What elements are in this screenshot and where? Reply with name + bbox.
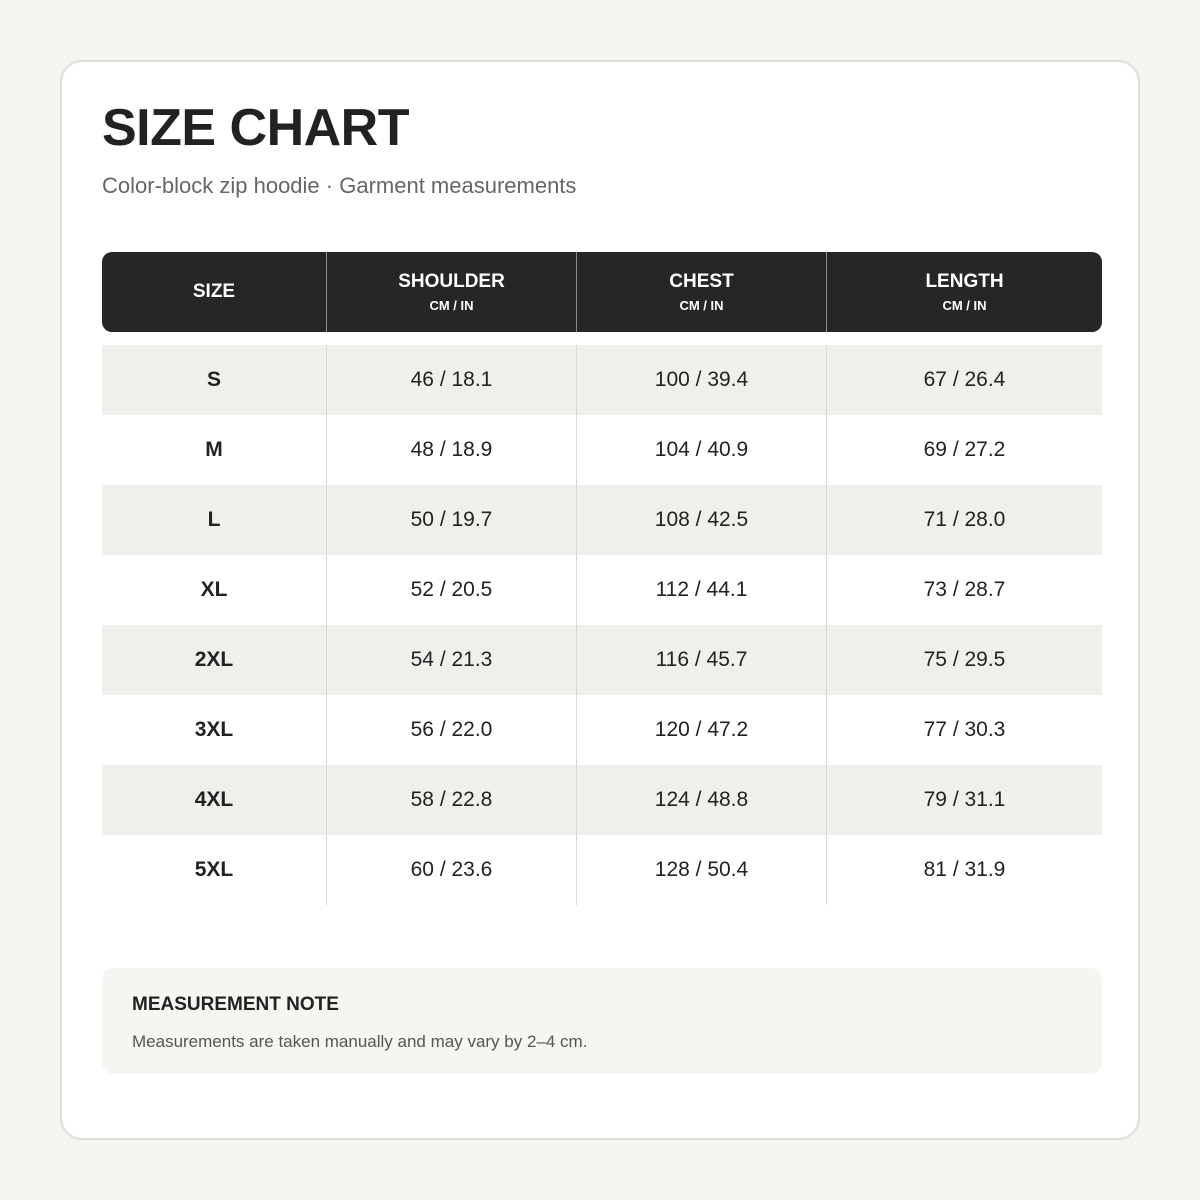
- shoulder-cell: 58 / 22.8: [326, 765, 576, 835]
- column-label: CHEST: [669, 271, 734, 292]
- chest-cell: 120 / 47.2: [576, 695, 826, 765]
- column-header-shoulder: [326, 252, 576, 332]
- size-cell: 4XL: [194, 788, 234, 811]
- page-title: SIZE CHART: [102, 99, 409, 157]
- column-unit: CM / IN: [679, 298, 724, 313]
- column-header-chest: [576, 252, 826, 332]
- note-text: Measurements are taken manually and may vary by 2–4 cm.: [132, 1032, 588, 1051]
- table-row: [102, 765, 1102, 835]
- length-cell: 79 / 31.1: [826, 765, 1102, 835]
- page-subtitle: Color-block zip hoodie · Garment measurements: [102, 173, 577, 198]
- length-cell: 77 / 30.3: [826, 695, 1102, 765]
- length-cell: 75 / 29.5: [826, 625, 1102, 695]
- chest-cell: 108 / 42.5: [576, 485, 826, 555]
- size-cell: 3XL: [194, 718, 234, 741]
- size-cell: 5XL: [194, 858, 234, 881]
- column-header-size: [102, 252, 326, 332]
- shoulder-cell: 56 / 22.0: [326, 695, 576, 765]
- length-cell: 67 / 26.4: [826, 345, 1102, 415]
- measurement-note: [102, 968, 1102, 1074]
- table-row: [102, 695, 1102, 765]
- chest-cell: 112 / 44.1: [576, 555, 826, 625]
- size-cell: M: [205, 438, 223, 461]
- table-row: [102, 345, 1102, 415]
- table-row: [102, 555, 1102, 625]
- size-chart-card: [60, 60, 1140, 1140]
- table-row: [102, 415, 1102, 485]
- column-label: LENGTH: [925, 271, 1004, 292]
- table-header: [102, 252, 1102, 332]
- size-table: [102, 252, 1102, 905]
- column-header-length: [826, 252, 1102, 332]
- shoulder-cell: 52 / 20.5: [326, 555, 576, 625]
- chest-cell: 116 / 45.7: [576, 625, 826, 695]
- length-cell: 73 / 28.7: [826, 555, 1102, 625]
- size-cell: XL: [200, 578, 228, 601]
- shoulder-cell: 48 / 18.9: [326, 415, 576, 485]
- column-label: SHOULDER: [398, 271, 505, 292]
- shoulder-cell: 50 / 19.7: [326, 485, 576, 555]
- column-unit: CM / IN: [429, 298, 474, 313]
- length-cell: 81 / 31.9: [826, 835, 1102, 905]
- chest-cell: 104 / 40.9: [576, 415, 826, 485]
- note-title: MEASUREMENT NOTE: [132, 994, 339, 1015]
- shoulder-cell: 60 / 23.6: [326, 835, 576, 905]
- table-body: [102, 345, 1102, 905]
- chest-cell: 100 / 39.4: [576, 345, 826, 415]
- column-unit: CM / IN: [942, 298, 987, 313]
- length-cell: 69 / 27.2: [826, 415, 1102, 485]
- size-cell: S: [206, 368, 221, 391]
- shoulder-cell: 46 / 18.1: [326, 345, 576, 415]
- length-cell: 71 / 28.0: [826, 485, 1102, 555]
- size-cell: 2XL: [194, 648, 234, 671]
- shoulder-cell: 54 / 21.3: [326, 625, 576, 695]
- table-row: [102, 625, 1102, 695]
- size-cell: L: [207, 508, 221, 531]
- chest-cell: 124 / 48.8: [576, 765, 826, 835]
- chest-cell: 128 / 50.4: [576, 835, 826, 905]
- column-label: SIZE: [192, 281, 236, 302]
- table-row: [102, 485, 1102, 555]
- table-row: [102, 835, 1102, 905]
